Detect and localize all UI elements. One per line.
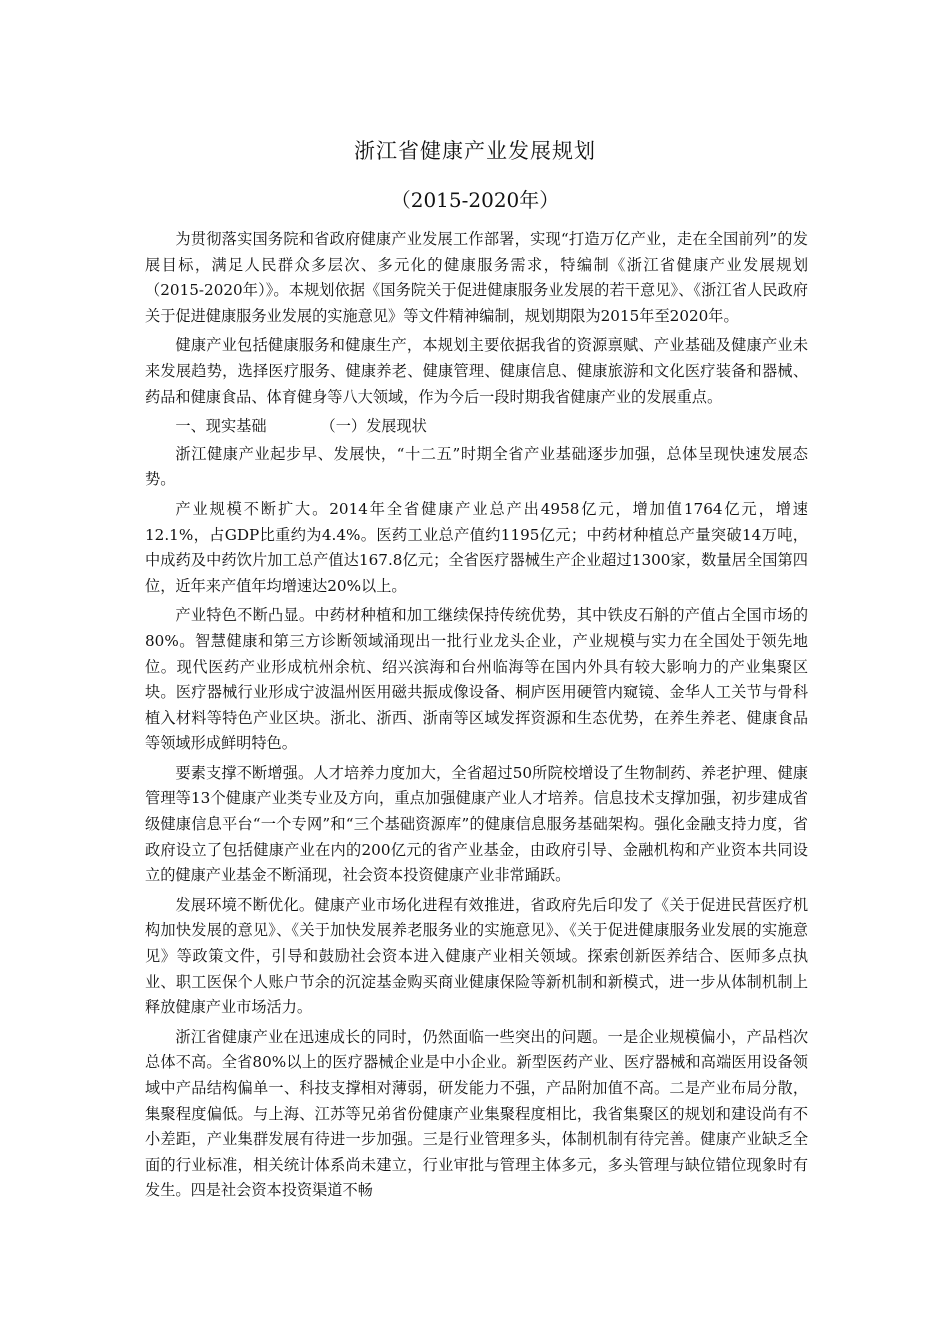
paragraph-features: 产业特色不断凸显。中药材种植和加工继续保持传统优势，其中铁皮石斛的产值占全国市场的80%。智慧健康和第三方诊断领域涌现出一批行业龙头企业，产业规模与实力在全国处于领先地位。现代医药产业形成杭州余杭、绍兴滨海和台州临海等在国内外具有较大影响力的产业集聚区块。医疗器械行业形成宁波温州医用磁共振成像设备、桐庐医用硬管内窥镜、金华人工关节与骨科植入材料等特色产业区块。浙北、浙西、浙南等区域发挥资源和生态优势，在养生养老、健康食品等领域形成鲜明特色。 bbox=[145, 606, 808, 753]
section-heading: 一、现实基础 bbox=[175, 417, 267, 436]
paragraph-intro: 为贯彻落实国务院和省政府健康产业发展工作部署，实现“打造万亿产业，走在全国前列”的发展目标，满足人民群众多层次、多元化的健康服务需求，特编制《浙江省健康产业发展规划（2015-2020年）》。本规划依据《国务院关于促进健康服务业发展的若干意见》、《浙江省人民政府关于促进健康服务业发展的实施意见》等文件精神编制，规划期限为2015年至2020年。 bbox=[145, 230, 808, 325]
paragraph-problems: 浙江省健康产业在迅速成长的同时，仍然面临一些突出的问题。一是企业规模偏小，产品档次总体不高。全省80%以上的医疗器械企业是中小企业。新型医药产业、医疗器械和高端医用设备领域中产品结构偏单一、科技支撑相对薄弱，研发能力不强，产品附加值不高。二是产业布局分散，集聚程度偏低。与上海、江苏等兄弟省份健康产业集聚程度相比，我省集聚区的规划和建设尚有不小差距，产业集群发展有待进一步加强。三是行业管理多头，体制机制有待完善。健康产业缺乏全面的行业标准，相关统计体系尚未建立，行业审批与管理主体多元，多头管理与缺位错位现象时有发生。四是社会资本投资渠道不畅 bbox=[145, 1027, 808, 1200]
paragraph-overview: 浙江健康产业起步早、发展快，“十二五”时期全省产业基础逐步加强，总体呈现快速发展态势。 bbox=[145, 444, 808, 489]
paragraph-scale: 产业规模不断扩大。2014年全省健康产业总产出4958亿元，增加值1764亿元，增速12.1%，占GDP比重约为4.4%。医药工业总产值约1195亿元；中药材种植总产量突破14万吨，中成药及中药饮片加工总产值达167.8亿元；全省医疗器械生产企业超过1300家，数量居全国第四位，近年来产值年均增速达20%以上。 bbox=[145, 499, 808, 595]
paragraph-scope: 健康产业包括健康服务和健康生产，本规划主要依据我省的资源禀赋、产业基础及健康产业未来发展趋势，选择医疗服务、健康养老、健康管理、健康信息、健康旅游和文化医疗装备和器械、药品和健康食品、体育健身等八大领域，作为今后一段时期我省健康产业的发展重点。 bbox=[145, 336, 808, 406]
document-body bbox=[145, 227, 808, 1208]
paragraph-support: 要素支撑不断增强。人才培养力度加大，全省超过50所院校增设了生物制药、养老护理、健康管理等13个健康产业类专业及方向，重点加强健康产业人才培养。信息技术支撑加强，初步建成省级健康信息平台“一个专网”和“三个基础资源库”的健康信息服务基础架构。强化金融支持力度，省政府设立了包括健康产业在内的200亿元的省产业基金，由政府引导、金融机构和产业资本共同设立的健康产业基金不断涌现，社会资本投资健康产业非常踊跃。 bbox=[145, 763, 808, 885]
document-subtitle: （2015-2020年） bbox=[390, 188, 560, 212]
paragraph-environment: 发展环境不断优化。健康产业市场化进程有效推进，省政府先后印发了《关于促进民营医疗机构加快发展的意见》、《关于加快发展养老服务业的实施意见》、《关于促进健康服务业发展的实施意见》等政策文件，引导和鼓励社会资本进入健康产业相关领域。探索创新医养结合、医师多点执业、职工医保个人账户节余的沉淀基金购买商业健康保险等新机制和新模式，进一步从体制机制上释放健康产业市场活力。 bbox=[145, 895, 808, 1017]
section-heading-row bbox=[145, 414, 808, 440]
subsection-heading: （一）发展现状 bbox=[320, 417, 427, 436]
document-title: 浙江省健康产业发展规划 bbox=[354, 139, 596, 163]
